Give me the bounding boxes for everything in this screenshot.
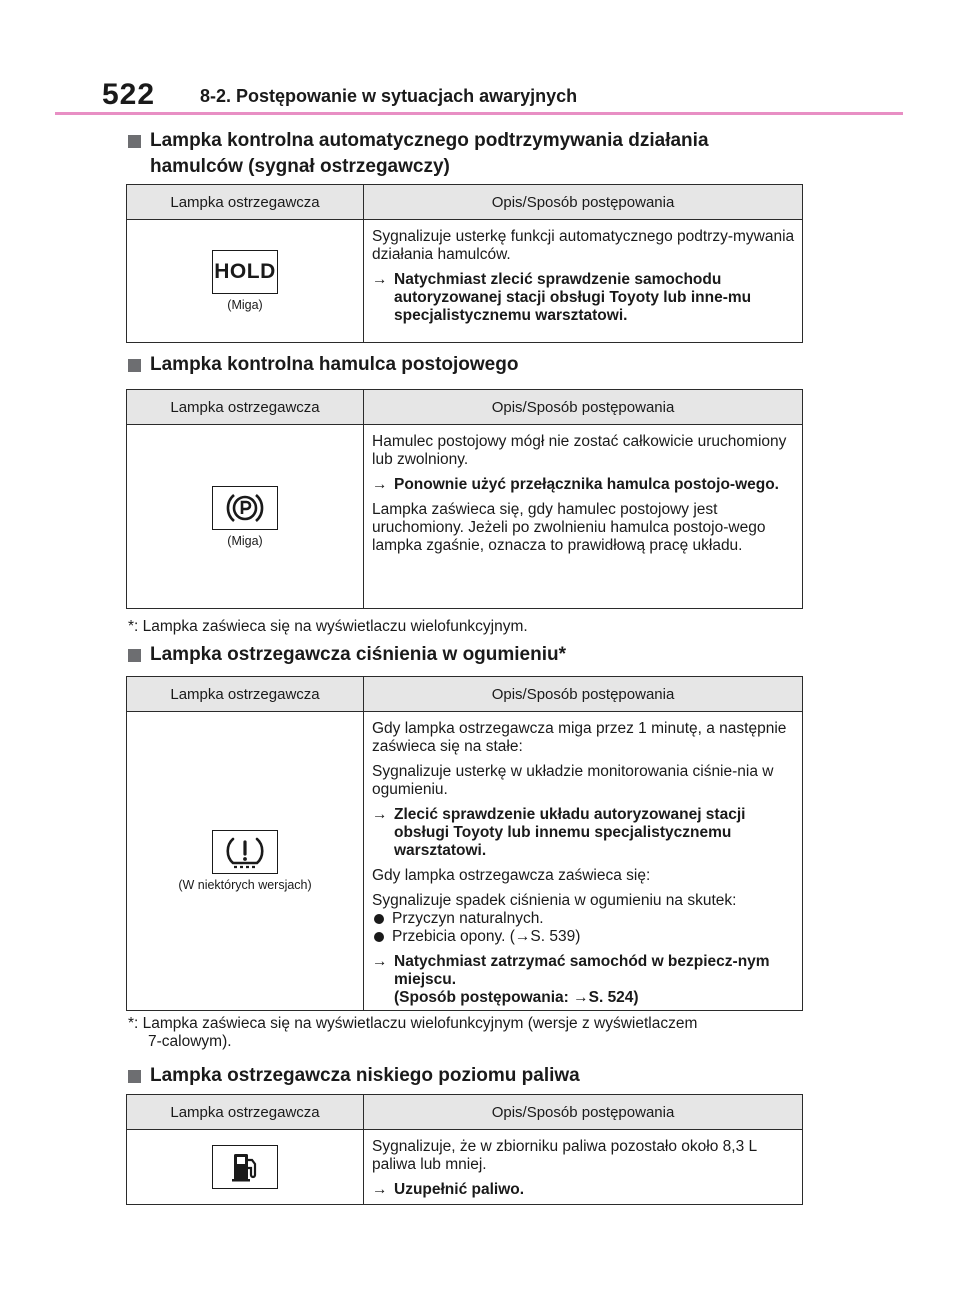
table-header: [127, 390, 802, 425]
tire-pressure-symbol: [223, 833, 267, 871]
fuel-pump-icon: [212, 1145, 278, 1189]
square-bullet-icon: [128, 1070, 141, 1083]
description-text: Gdy lampka ostrzegawcza zaświeca się:: [372, 867, 651, 884]
square-bullet-icon: [128, 359, 141, 372]
fuel-pump-symbol: [228, 1150, 262, 1184]
section-heading-tire-pressure: Lampka ostrzegawcza ciśnienia w ogumieniu*: [128, 642, 566, 668]
lamp-cell: [127, 712, 364, 1010]
table-header: [127, 677, 802, 712]
list-item: Przyczyn naturalnych.: [372, 910, 796, 928]
arrow-icon: →: [372, 953, 388, 970]
warning-table-tire-pressure: [126, 676, 803, 1011]
page-number: 522: [102, 78, 156, 111]
description-text: Sygnalizuje spadek ciśnienia w ogumieniu na skutek:: [372, 892, 737, 909]
hold-icon: HOLD: [212, 250, 278, 294]
header-col-lamp: Lampka ostrzegawcza: [127, 185, 364, 219]
header-col-lamp: Lampka ostrzegawcza: [127, 1095, 364, 1129]
table-row: [127, 425, 802, 608]
description-cell: [364, 1130, 802, 1204]
action-text: → Natychmiast zatrzymać samochód w bezpiecz-nym miejscu. (Sposób postępowania: →S. 524): [372, 953, 770, 1006]
arrow-icon: →: [372, 476, 388, 493]
description-text: Sygnalizuje usterkę funkcji automatycznego podtrzy-mywania działania hamulców.: [372, 228, 795, 263]
icon-caption: (Miga): [227, 533, 263, 548]
square-bullet-icon: [128, 135, 141, 148]
tire-pressure-icon: [212, 830, 278, 874]
section-heading-parking-brake: Lampka kontrolna hamulca postojowego: [128, 352, 518, 378]
table-row: [127, 220, 802, 342]
header-col-description: Opis/Sposób postępowania: [491, 193, 675, 211]
header-title: 8-2. Postępowanie w sytuacjach awaryjnych: [200, 86, 578, 106]
parking-brake-icon: [212, 486, 278, 530]
lamp-cell: [127, 425, 364, 608]
description-cell: [364, 425, 802, 608]
description-text: Sygnalizuje, że w zbiorniku paliwa pozostało około 8,3 L paliwa lub mniej.: [372, 1138, 757, 1173]
arrow-icon: →: [372, 1181, 388, 1198]
action-text: → Natychmiast zlecić sprawdzenie samochodu autoryzowanej stacji obsługi Toyoty lub inne-mu specjalistycznemu warsztatowi.: [372, 271, 752, 324]
bullet-dot-icon: [374, 914, 384, 924]
description-text: Lampka zaświeca się, gdy hamulec postojowy jest uruchomiony. Jeżeli po zwolnieniu hamulca postojo-wego lampka zgaśnie, oznacza to prawidłową pracę układu.: [372, 501, 766, 554]
action-text: → Uzupełnić paliwo.: [372, 1181, 525, 1198]
table-row: [127, 712, 802, 1010]
header-rule: [55, 112, 903, 115]
section-heading-fuel: Lampka ostrzegawcza niskiego poziomu paliwa: [128, 1063, 580, 1089]
table-header: [127, 185, 802, 220]
footnote: *: Lampka zaświeca się na wyświetlaczu wielofunkcyjnym (wersje z wyświetlaczem 7-calowym).: [128, 1015, 698, 1050]
parking-brake-symbol: [225, 490, 265, 526]
warning-table-parking-brake: [126, 389, 803, 609]
table-header: [127, 1095, 802, 1130]
header-col-lamp: Lampka ostrzegawcza: [127, 677, 364, 711]
section-heading-hold: Lampka kontrolna automatycznego podtrzymywania działania hamulców (sygnał ostrzegawczy): [128, 128, 709, 180]
list-item: Przebicia opony. (→S. 539): [372, 928, 796, 946]
description-text: Hamulec postojowy mógł nie zostać całkowicie uruchomiony lub zwolniony.: [372, 433, 787, 468]
action-text: → Ponownie użyć przełącznika hamulca postojo-wego.: [372, 476, 779, 493]
bullet-dot-icon: [374, 932, 384, 942]
description-text: Gdy lampka ostrzegawcza miga przez 1 minutę, a następnie zaświeca się na stałe:: [372, 720, 787, 755]
warning-table-hold: [126, 184, 803, 343]
arrow-icon: →: [372, 271, 388, 288]
icon-caption: (Miga): [227, 298, 263, 312]
warning-table-fuel: [126, 1094, 803, 1205]
description-text: Sygnalizuje usterkę w układzie monitorowania ciśnie-nia w ogumieniu.: [372, 763, 774, 798]
header-col-lamp: Lampka ostrzegawcza: [127, 390, 364, 424]
square-bullet-icon: [128, 649, 141, 662]
description-cell: [364, 712, 802, 1010]
header-col-description: Opis/Sposób postępowania: [491, 1103, 675, 1121]
footnote: *: Lampka zaświeca się na wyświetlaczu wielofunkcyjnym.: [128, 618, 528, 635]
description-cell: [364, 220, 802, 342]
lamp-cell: [127, 220, 364, 342]
header-col-description: Opis/Sposób postępowania: [491, 398, 675, 416]
header-col-description: Opis/Sposób postępowania: [491, 685, 675, 703]
arrow-icon: →: [372, 806, 388, 823]
action-text: → Zlecić sprawdzenie układu autoryzowanej stacji obsługi Toyoty lub innemu specjalistycznemu warsztatowi.: [372, 806, 746, 859]
lamp-cell: [127, 1130, 364, 1204]
icon-caption: (W niektórych wersjach): [178, 878, 312, 892]
table-row: [127, 1130, 802, 1204]
